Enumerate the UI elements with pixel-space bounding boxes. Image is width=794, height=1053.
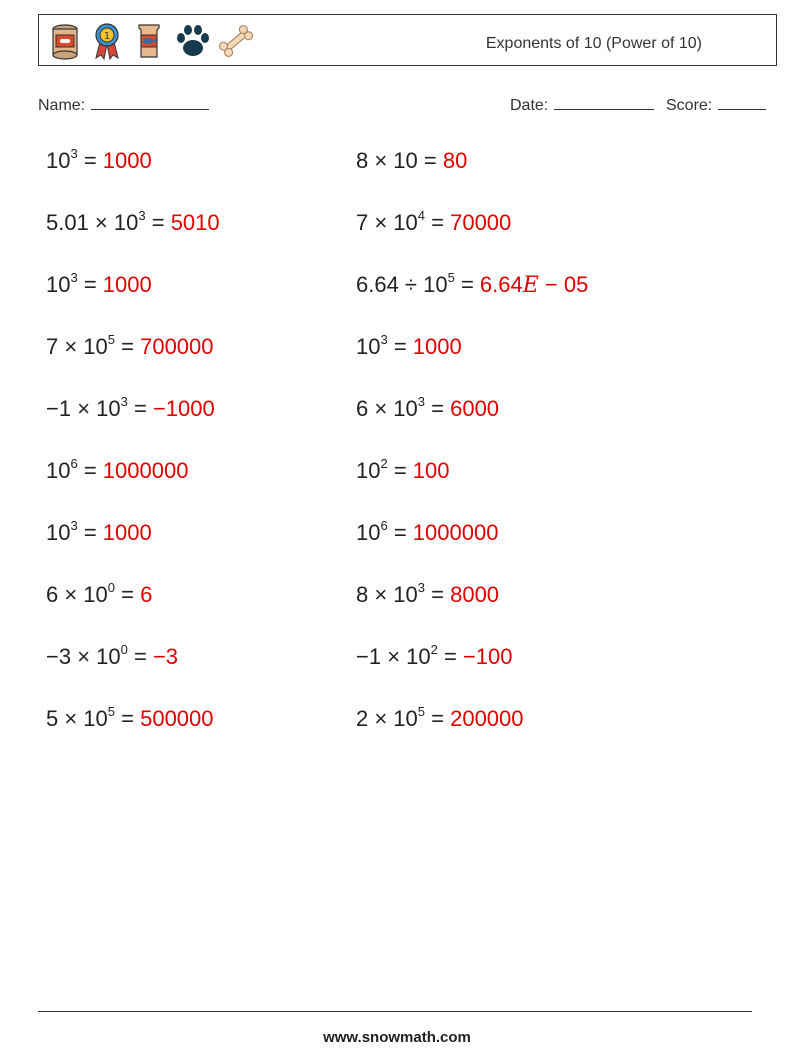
problem-expression: 7 × 10 — [356, 210, 418, 235]
equals-sign: = — [127, 644, 153, 669]
date-label: Date: — [510, 97, 549, 114]
problem-answer: 8000 — [450, 582, 500, 607]
problem-1 — [46, 148, 152, 174]
bone-icon — [215, 22, 251, 60]
problem-exponent: 3 — [70, 146, 78, 161]
problem-expression: 5 × 10 — [46, 706, 108, 731]
name-field[interactable] — [38, 93, 209, 115]
equals-sign: = — [115, 334, 141, 359]
date-blank[interactable] — [554, 93, 654, 110]
problem-exponent: 3 — [380, 332, 388, 347]
equals-sign: = — [127, 396, 153, 421]
problem-exponent: 5 — [107, 332, 116, 347]
name-blank[interactable] — [91, 93, 209, 110]
date-field[interactable] — [510, 93, 654, 115]
problem-2 — [356, 148, 467, 174]
problem-answer: 70000 — [450, 210, 512, 235]
problem-exponent: 0 — [120, 642, 128, 657]
problem-11 — [46, 458, 188, 484]
problem-exponent: 4 — [417, 208, 426, 223]
equals-sign: = — [77, 148, 103, 173]
problem-expression: 10 — [356, 334, 381, 359]
equals-sign: = — [425, 396, 451, 421]
problem-answer: 500000 — [140, 706, 214, 731]
problem-expression: 7 × 10 — [46, 334, 108, 359]
problem-answer: 80 — [442, 148, 468, 173]
problem-answer: 1000 — [412, 334, 462, 359]
problem-expression: 10 — [46, 520, 71, 545]
problem-answer: 6.64E − 05 — [479, 272, 589, 298]
problem-answer: 1000000 — [412, 520, 499, 545]
problem-answer: 6000 — [450, 396, 500, 421]
score-blank[interactable] — [718, 93, 766, 110]
problem-9 — [46, 396, 215, 422]
worksheet-header — [38, 14, 777, 66]
problem-exponent: 6 — [380, 518, 388, 533]
equals-sign: = — [115, 706, 141, 731]
problem-exponent: 2 — [430, 642, 438, 657]
problem-exponent: 2 — [380, 456, 388, 471]
problem-exponent: 5 — [447, 270, 455, 285]
problem-expression: −3 × 10 — [46, 644, 121, 669]
problem-answer: −1000 — [152, 396, 215, 421]
problem-15 — [46, 582, 152, 608]
problem-answer: 200000 — [450, 706, 524, 731]
dog-food-can-icon — [47, 22, 83, 60]
problem-expression: 8 × 10 — [356, 582, 418, 607]
equals-sign: = — [437, 644, 463, 669]
problem-expression: 8 × 10 — [356, 148, 418, 173]
equals-sign: = — [425, 706, 451, 731]
problem-answer: 1000000 — [102, 458, 189, 483]
equals-sign: = — [454, 272, 480, 297]
problem-12 — [356, 458, 450, 484]
footer-divider — [38, 1011, 752, 1012]
problem-expression: 10 — [46, 458, 71, 483]
problem-expression: 6.64 ÷ 10 — [356, 272, 448, 297]
problem-expression: 2 × 10 — [356, 706, 418, 731]
problem-exponent: 3 — [70, 518, 78, 533]
equals-sign: = — [77, 458, 103, 483]
problem-expression: 10 — [46, 148, 71, 173]
equals-sign: = — [387, 458, 413, 483]
problem-10 — [356, 396, 499, 422]
problem-answer: 6 — [140, 582, 153, 607]
problem-8 — [356, 334, 462, 360]
equals-sign: = — [425, 210, 451, 235]
name-label: Name: — [38, 97, 86, 114]
problem-exponent: 3 — [417, 394, 426, 409]
problem-answer: 1000 — [102, 272, 152, 297]
problem-answer: 1000 — [102, 520, 152, 545]
equals-sign: = — [77, 520, 103, 545]
equals-sign: = — [387, 520, 413, 545]
problem-20 — [356, 706, 524, 732]
problem-exponent: 3 — [120, 394, 128, 409]
problem-4 — [356, 210, 511, 236]
problem-answer: 1000 — [102, 148, 152, 173]
problem-17 — [46, 644, 178, 670]
problem-exponent: 3 — [417, 580, 426, 595]
problem-5 — [46, 272, 152, 298]
problem-7 — [46, 334, 214, 360]
equals-sign: = — [387, 334, 413, 359]
problem-16 — [356, 582, 499, 608]
problem-answer: 700000 — [140, 334, 214, 359]
problem-expression: 10 — [46, 272, 71, 297]
problem-3 — [46, 210, 220, 236]
problem-answer: 100 — [412, 458, 450, 483]
problem-expression: 10 — [356, 458, 381, 483]
equals-sign: = — [425, 582, 451, 607]
problem-exponent: 3 — [70, 270, 78, 285]
problem-expression: −1 × 10 — [356, 644, 431, 669]
svg-text:1: 1 — [103, 31, 111, 42]
score-label: Score: — [666, 97, 713, 114]
problem-18 — [356, 644, 513, 670]
problem-14 — [356, 520, 498, 546]
equals-sign: = — [145, 210, 171, 235]
equals-sign: = — [417, 148, 443, 173]
problem-answer: −3 — [152, 644, 179, 669]
fish-food-bag-icon — [131, 22, 167, 60]
problem-answer: 5010 — [170, 210, 220, 235]
problem-expression: −1 × 10 — [46, 396, 121, 421]
problem-expression: 6 × 10 — [46, 582, 108, 607]
problem-expression: 10 — [356, 520, 381, 545]
problem-answer: −100 — [462, 644, 513, 669]
equals-sign: = — [115, 582, 141, 607]
header-icons — [47, 21, 251, 61]
problem-expression: 6 × 10 — [356, 396, 418, 421]
problem-exponent: 3 — [138, 208, 146, 223]
problem-19 — [46, 706, 214, 732]
problem-6 — [356, 272, 588, 298]
paw-print-icon — [173, 22, 209, 60]
first-place-ribbon-icon — [89, 22, 125, 60]
footer-url: www.snowmath.com — [323, 1029, 471, 1046]
equals-sign: = — [77, 272, 103, 297]
problem-exponent: 5 — [107, 704, 116, 719]
score-field[interactable] — [666, 93, 766, 115]
problem-expression: 5.01 × 10 — [46, 210, 139, 235]
problem-exponent: 6 — [70, 456, 78, 471]
worksheet-title: Exponents of 10 (Power of 10) — [485, 35, 702, 52]
problem-13 — [46, 520, 152, 546]
problem-exponent: 0 — [107, 580, 116, 595]
problem-exponent: 5 — [417, 704, 426, 719]
